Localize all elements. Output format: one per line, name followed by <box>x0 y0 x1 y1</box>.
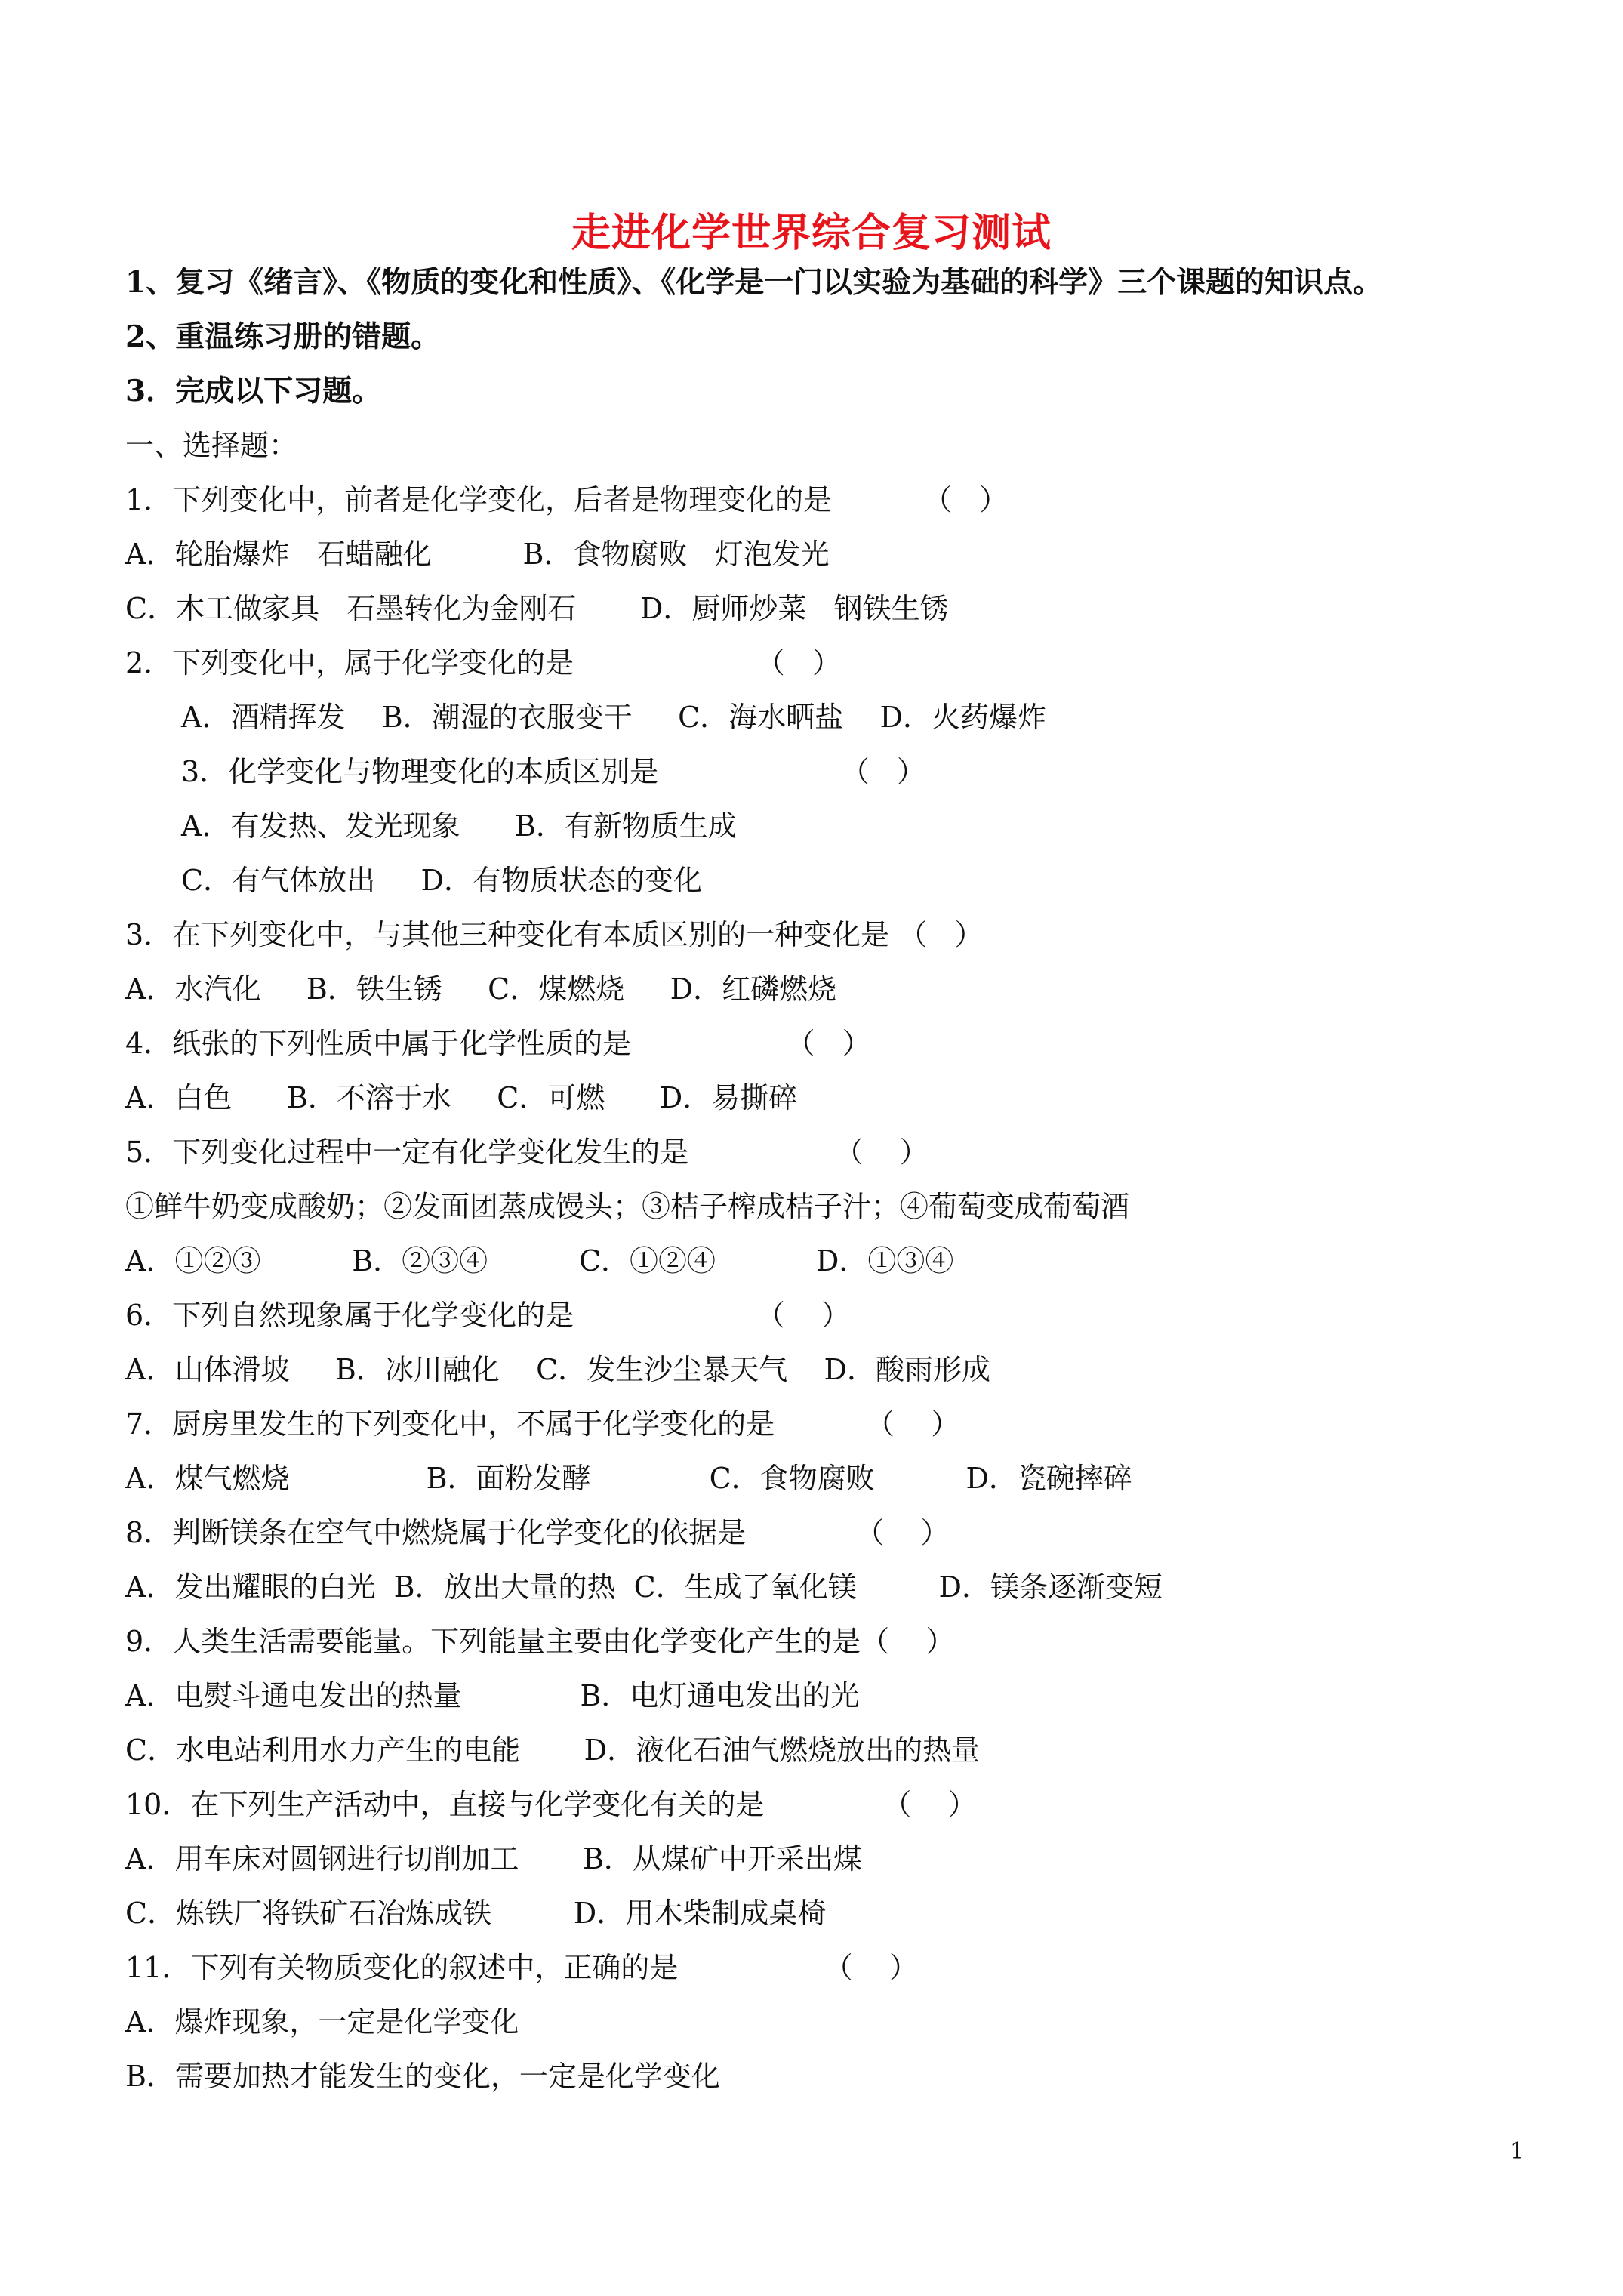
question-7: 7．厨房里发生的下列变化中，不属于化学变化的是 （ ） <box>125 1407 960 1441</box>
question-4-options: A．白色 B．不溶于水 C．可燃 D．易撕碎 <box>125 1081 798 1114</box>
question-6: 6．下列自然现象属于化学变化的是 （ ） <box>125 1299 851 1332</box>
page-number: 1 <box>1510 2138 1525 2165</box>
question-6-options: A．山体滑坡 B．冰川融化 C．发生沙尘暴天气 D．酸雨形成 <box>125 1353 990 1386</box>
question-2-options: A．酒精挥发 B．潮湿的衣服变干 C．海水晒盐 D．火药爆炸 <box>181 701 1046 734</box>
section-heading: 一、选择题： <box>125 429 298 462</box>
intro-item-2: 2、重温练习册的错题。 <box>125 319 441 354</box>
question-3a-options-ab: A．有发热、发光现象 B．有新物质生成 <box>181 809 737 843</box>
question-9-options-cd: C．水电站利用水力产生的电能 D．液化石油气燃烧放出的热量 <box>125 1734 981 1767</box>
question-8: 8．判断镁条在空气中燃烧属于化学变化的依据是 （ ） <box>125 1516 950 1549</box>
intro-item-3: 3．完成以下习题。 <box>125 374 382 408</box>
question-11-option-a: A．爆炸现象，一定是化学变化 <box>125 2005 519 2039</box>
question-10-options-ab: A．用车床对圆钢进行切削加工 B．从煤矿中开采出煤 <box>125 1842 862 1875</box>
question-1-options-cd: C．木工做家具 石墨转化为金刚石 D．厨师炒菜 钢铁生锈 <box>125 592 949 625</box>
question-5-options: A．①②③ B．②③④ C．①②④ D．①③④ <box>125 1244 954 1277</box>
page-title: 走进化学世界综合复习测试 <box>571 210 1052 256</box>
question-11: 11．下列有关物质变化的叙述中，正确的是 （ ） <box>125 1951 918 1984</box>
question-1: 1．下列变化中，前者是化学变化，后者是物理变化的是 （ ） <box>125 483 1009 516</box>
question-7-options: A．煤气燃烧 B．面粉发酵 C．食物腐败 D．瓷碗摔碎 <box>125 1462 1132 1495</box>
question-4: 4．纸张的下列性质中属于化学性质的是 （ ） <box>125 1027 871 1060</box>
question-5: 5．下列变化过程中一定有化学变化发生的是 （ ） <box>125 1136 929 1169</box>
question-3b-options: A．水汽化 B．铁生锈 C．煤燃烧 D．红磷燃烧 <box>125 972 837 1006</box>
question-9: 9．人类生活需要能量。下列能量主要由化学变化产生的是（ ） <box>125 1625 955 1658</box>
question-1-options-ab: A．轮胎爆炸 石蜡融化 B．食物腐败 灯泡发光 <box>125 538 830 571</box>
intro-item-1: 1、复习《绪言》、《物质的变化和性质》、《化学是一门以实验为基础的科学》三个课题的知识点。 <box>125 265 1383 300</box>
question-8-options: A．发出耀眼的白光 B．放出大量的热 C．生成了氧化镁 D．镁条逐渐变短 <box>125 1570 1163 1604</box>
question-3b: 3．在下列变化中，与其他三种变化有本质区别的一种变化是 （ ） <box>125 918 984 951</box>
question-11-option-b: B．需要加热才能发生的变化，一定是化学变化 <box>125 2060 720 2093</box>
question-9-options-ab: A．电熨斗通电发出的热量 B．电灯通电发出的光 <box>125 1679 860 1712</box>
question-10-options-cd: C．炼铁厂将铁矿石冶炼成铁 D．用木柴制成桌椅 <box>125 1897 827 1930</box>
question-3a-options-cd: C．有气体放出 D．有物质状态的变化 <box>181 864 702 897</box>
question-2: 2．下列变化中，属于化学变化的是 （ ） <box>125 646 841 680</box>
question-5-statements: ①鲜牛奶变成酸奶；②发面团蒸成馒头；③桔子榨成桔子汁；④葡萄变成葡萄酒 <box>125 1190 1130 1223</box>
question-3a: 3．化学变化与物理变化的本质区别是 （ ） <box>181 755 925 788</box>
question-10: 10．在下列生产活动中，直接与化学变化有关的是 （ ） <box>125 1788 977 1821</box>
